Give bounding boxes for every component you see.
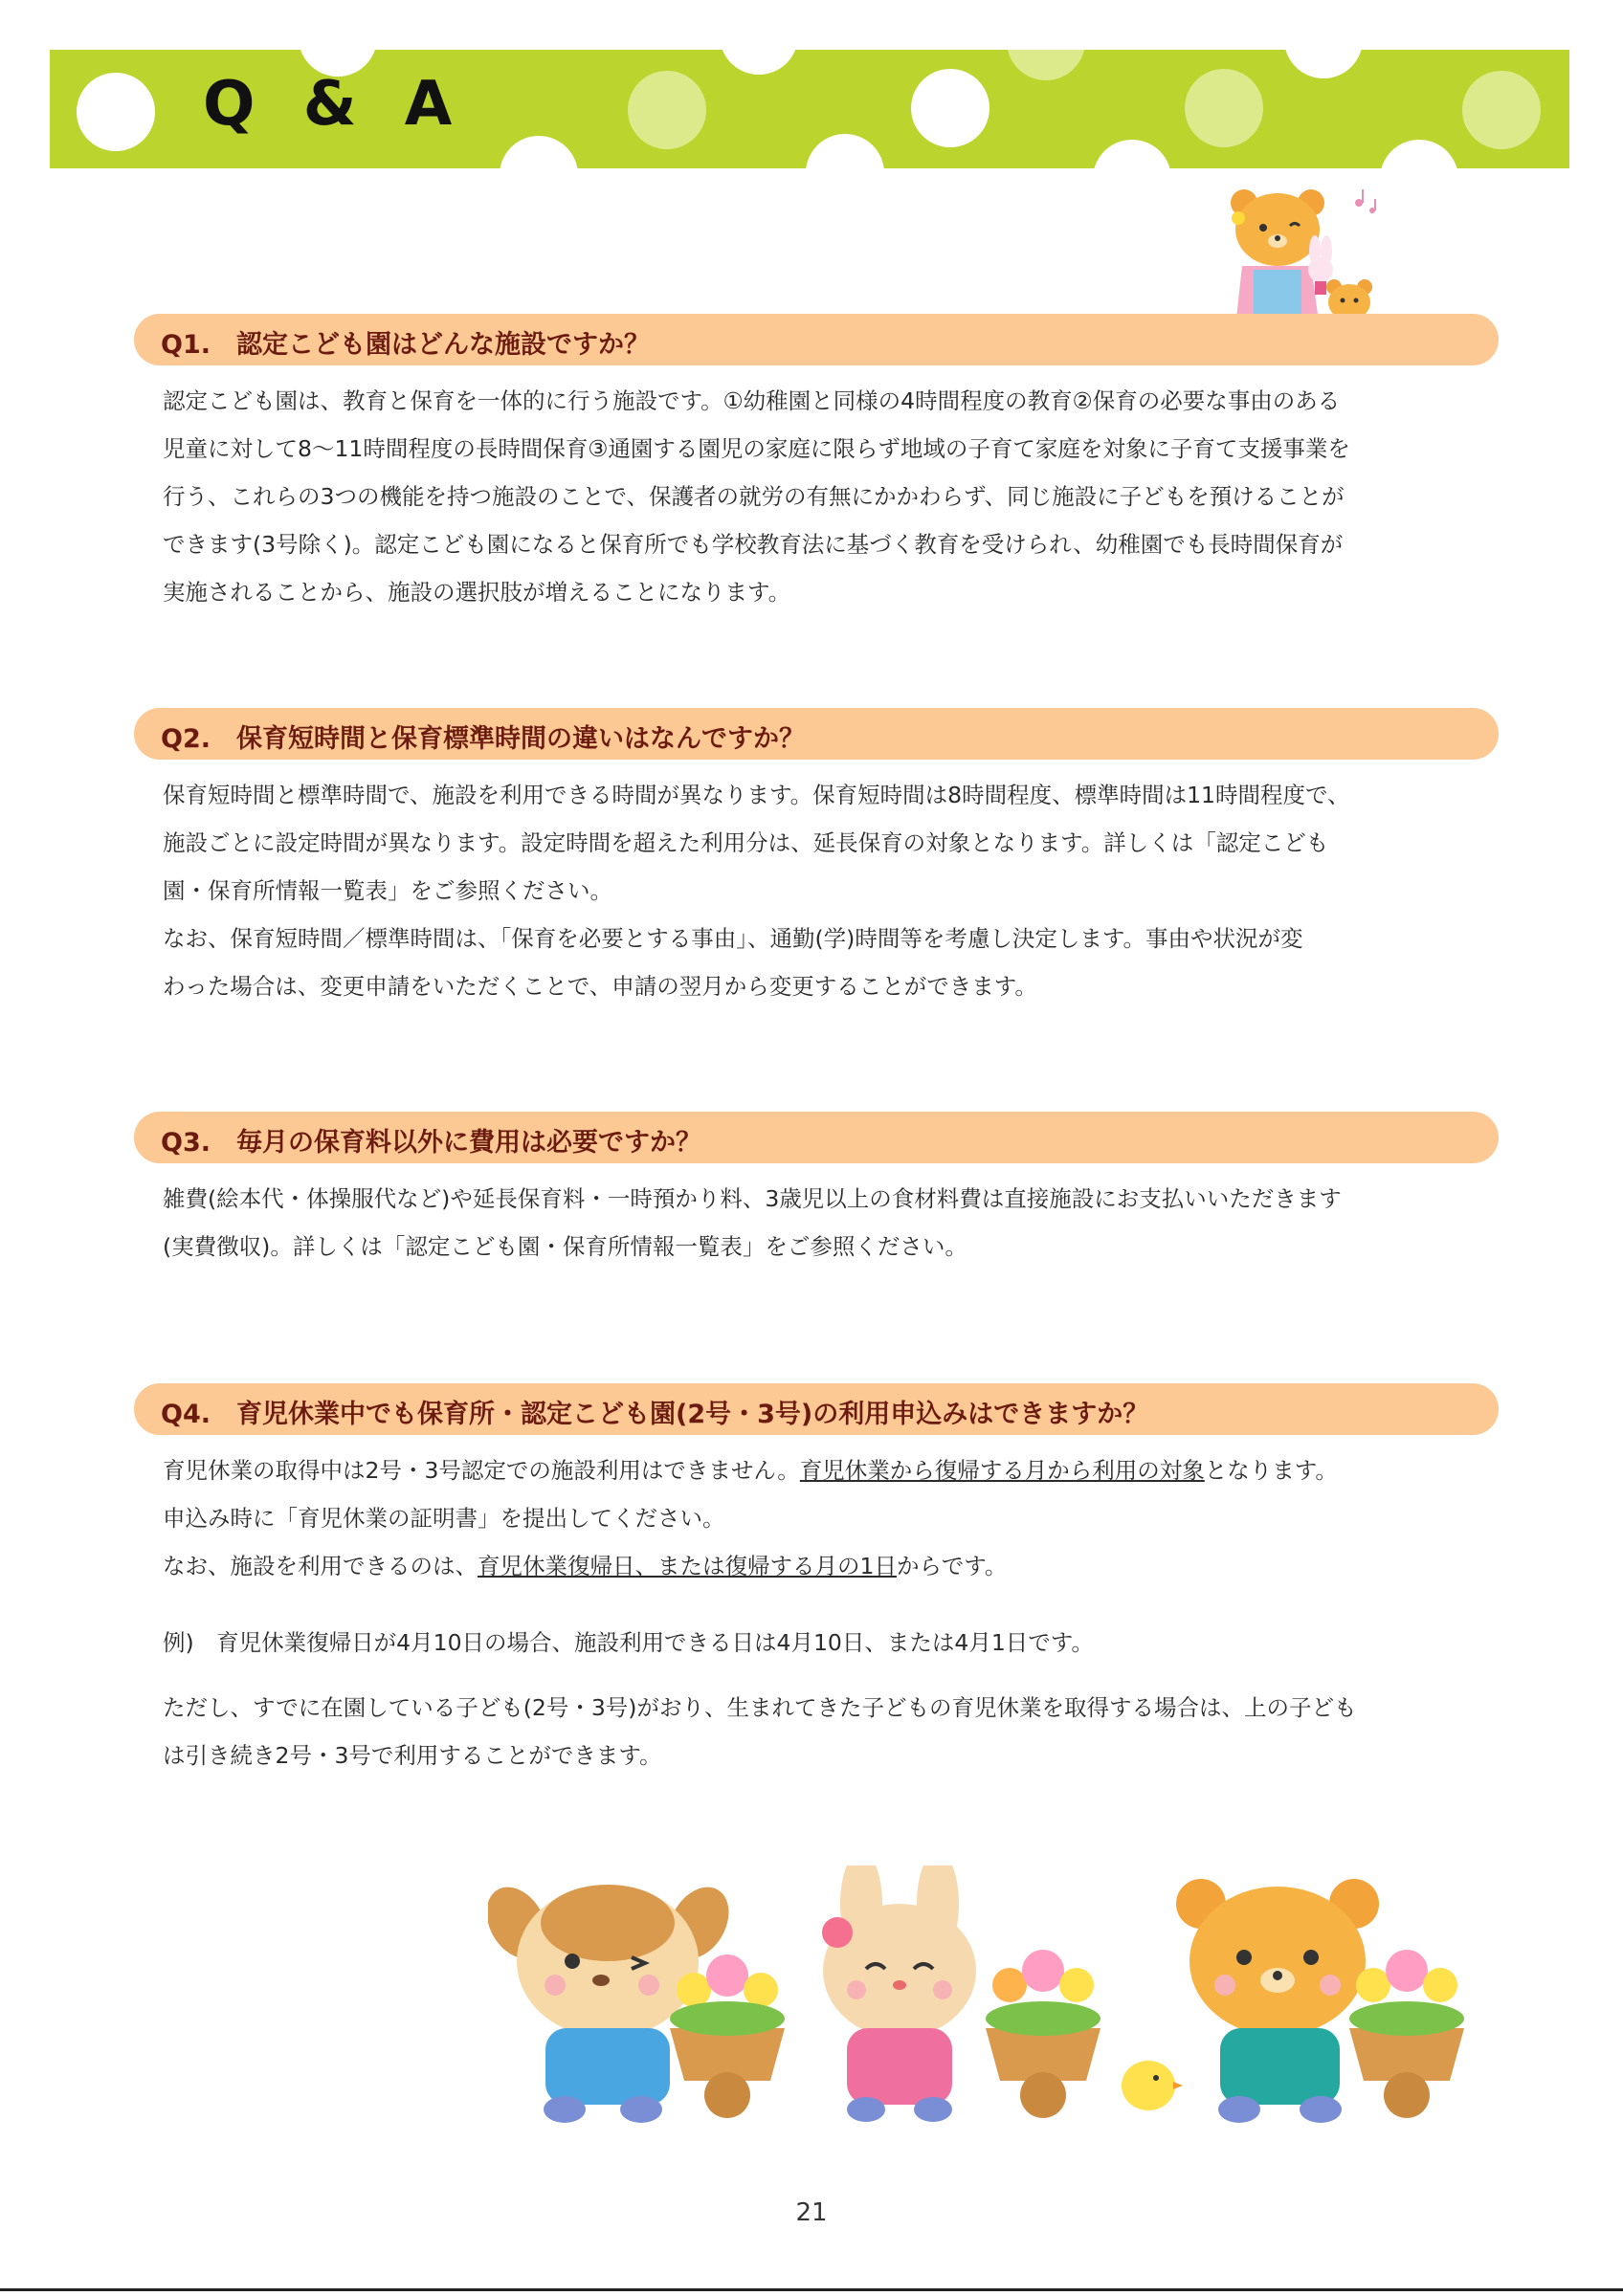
banner-dot [720, 50, 798, 75]
bear-illustration [1176, 1879, 1379, 2123]
underlined-text: 育児休業復帰日、または復帰する月の1日 [478, 1553, 897, 1579]
answer-line: 認定こども園は、教育と保育を一体的に行う施設です。①幼稚園と同様の4時間程度の教育②保育の必要な事由のある [163, 387, 1341, 414]
animals-flower-carts-illustration [488, 1866, 1512, 2133]
answer-line: わった場合は、変更申請をいただくことで、申請の翌月から変更することができます。 [163, 973, 1037, 1000]
answer-line: 園・保育所情報一覧表」をご参照ください。 [163, 877, 612, 904]
answer-line [163, 1446, 1483, 1494]
flower-cart [670, 1954, 785, 2118]
flower-cart [1349, 1950, 1464, 2118]
answer-line: できます(3号除く)。認定こども園になると保育所でも学校教育法に基づく教育を受けられ、幼稚園でも長時間保育が [163, 531, 1344, 558]
answer-text: からです。 [896, 1553, 1008, 1579]
answer-text: 育児休業の取得中は2号・3号認定での施設利用はできません。 [163, 1457, 800, 1484]
banner-dot [806, 134, 884, 168]
answer-line: 雑費(絵本代・体操服代など)や延長保育料・一時預かり料、3歳児以上の食材料費は直接施設にお支払いいただきます [163, 1185, 1342, 1212]
banner-dot [1185, 69, 1263, 147]
question-title: Q2. 保育短時間と保育標準時間の違いはなんですか？ [161, 724, 805, 754]
banner-dot [1380, 140, 1458, 168]
example-line: 例) 育児休業復帰日が4月10日の場合、施設利用できる日は4月10日、または4月1日です。 [163, 1629, 1094, 1656]
answer-q2 [163, 771, 1483, 1010]
answer-text: となります。 [1204, 1457, 1338, 1484]
answer-line [163, 1542, 1483, 1590]
answer-text: なお、施設を利用できるのは、 [163, 1553, 478, 1579]
question-title: Q4. 育児休業中でも保育所・認定こども園(2号・3号)の利用申込みはできますか？ [161, 1400, 1149, 1429]
underlined-text: 育児休業から復帰する月から利用の対象 [799, 1457, 1205, 1484]
answer-line: 実施されることから、施設の選択肢が増えることになります。 [163, 579, 791, 606]
question-header-q1 [134, 314, 1499, 365]
banner-dot [628, 71, 706, 149]
question-header-q2 [134, 708, 1499, 760]
rabbit-illustration [822, 1866, 976, 2122]
music-note-icon [1355, 189, 1376, 213]
answer-line: なお、保育短時間／標準時間は、「保育を必要とする事由」、通勤(学)時間等を考慮し決定します。事由や状況が変 [163, 925, 1303, 952]
answer-q1 [163, 377, 1483, 616]
answer-line: (実費徴収)。詳しくは「認定こども園・保育所情報一覧表」をご参照ください。 [163, 1233, 967, 1260]
banner-dot [500, 136, 578, 168]
banner-dot [1007, 50, 1085, 80]
answer-line: 施設ごとに設定時間が異なります。設定時間を超えた利用分は、延長保育の対象となります。詳しくは「認定こども [163, 829, 1329, 856]
question-header-q3 [134, 1112, 1499, 1163]
flower-cart [986, 1950, 1101, 2118]
question-title: Q3. 毎月の保育料以外に費用は必要ですか？ [161, 1128, 701, 1158]
banner-dot [1284, 50, 1363, 78]
banner-dot [1093, 140, 1171, 168]
bottom-divider [0, 2288, 1623, 2291]
question-title: Q1. 認定こども園はどんな施設ですか？ [161, 330, 650, 360]
banner-dot [77, 73, 155, 151]
note-line: ただし、すでに在園している子ども(2号・3号)がおり、生まれてきた子どもの育児休業を取得する場合は、上の子ども [163, 1694, 1357, 1721]
answer-line: 申込み時に「育児休業の証明書」を提出してください。 [163, 1505, 725, 1532]
answer-q4 [163, 1446, 1483, 1779]
answer-line: 児童に対して8～11時間程度の長時間保育③通園する園児の家庭に限らず地域の子育て家庭を対象に子育て支援事業を [163, 435, 1350, 462]
banner-dot [911, 69, 989, 147]
answer-q3 [163, 1175, 1483, 1270]
page-number: 21 [795, 2198, 828, 2227]
page-title: Q & A [203, 69, 466, 140]
note-line: は引き続き2号・3号で利用することができます。 [163, 1742, 662, 1769]
question-header-q4 [134, 1383, 1499, 1435]
answer-line: 保育短時間と標準時間で、施設を利用できる時間が異なります。保育短時間は8時間程度、標準時間は11時間程度で、 [163, 782, 1350, 808]
chick-illustration [1122, 2061, 1183, 2110]
header-banner [50, 50, 1569, 168]
banner-dot [1462, 71, 1541, 149]
answer-line: 行う、これらの3つの機能を持つ施設のことで、保護者の就労の有無にかかわらず、同じ施設に子どもを預けることが [163, 483, 1345, 510]
